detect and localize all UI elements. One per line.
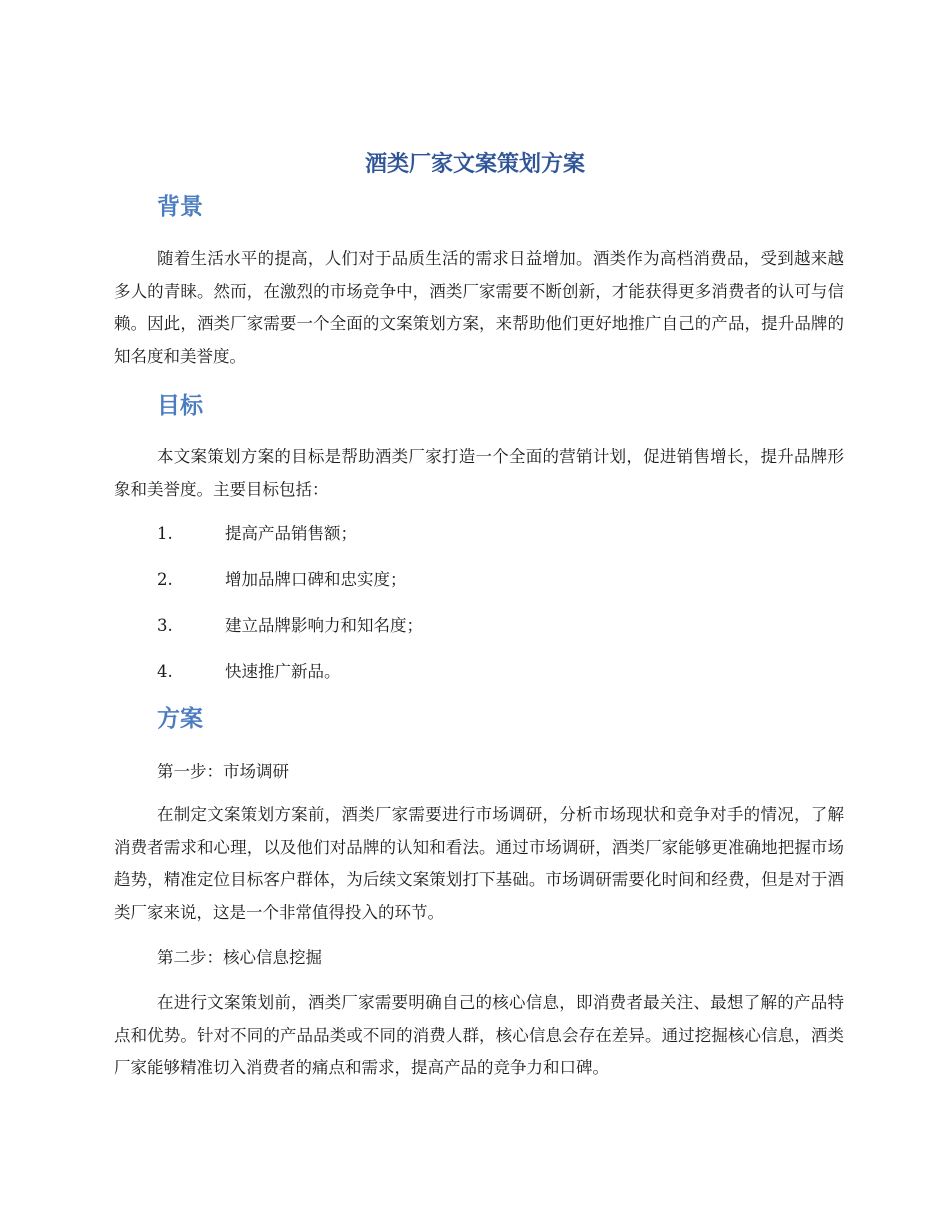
document-title: 酒类厂家文案策划方案 [364, 152, 585, 177]
list-item-number: 4. [157, 662, 173, 681]
step2-paragraph: 在进行文案策划前，酒类厂家需要明确自己的核心信息，即消费者最关注、最想了解的产品特点和优势。针对不同的产品品类或不同的消费人群，核心信息会存在差异。通过挖掘核心信息，酒类厂家能够精准切入消费者的痛点和需求，提高产品的竞争力和口碑。 [114, 993, 844, 1077]
list-item-text: 快速推广新品。 [225, 662, 341, 681]
section-heading-goals: 目标 [157, 393, 203, 419]
list-item [157, 656, 423, 702]
step1-paragraph: 在制定文案策划方案前，酒类厂家需要进行市场调研，分析市场现状和竞争对手的情况，了解消费者需求和心理，以及他们对品牌的认知和看法。通过市场调研，酒类厂家能够更准确地把握市场趋势，精准定位目标客户群体，为后续文案策划打下基础。市场调研需要化时间和经费，但是对于酒类厂家来说，这是一个非常值得投入的环节。 [114, 805, 844, 922]
list-item-number: 2. [157, 570, 173, 589]
goals-list [157, 518, 423, 702]
goals-paragraph: 本文案策划方案的目标是帮助酒类厂家打造一个全面的营销计划，促进销售增长，提升品牌形象和美誉度。主要目标包括： [114, 447, 844, 499]
step1-title: 第一步：市场调研 [157, 762, 289, 781]
background-paragraph: 随着生活水平的提高，人们对于品质生活的需求日益增加。酒类作为高档消费品，受到越来越多人的青睐。然而，在激烈的市场竞争中，酒类厂家需要不断创新，才能获得更多消费者的认可与信赖。因此，酒类厂家需要一个全面的文案策划方案，来帮助他们更好地推广自己的产品，提升品牌的知名度和美誉度。 [114, 249, 844, 366]
list-item-number: 1. [157, 524, 173, 543]
list-item [157, 564, 423, 610]
list-item [157, 518, 423, 564]
list-item-text: 增加品牌口碑和忠实度； [225, 570, 407, 589]
list-item-text: 提高产品销售额； [225, 524, 357, 543]
step2-title: 第二步：核心信息挖掘 [157, 948, 322, 967]
list-item-number: 3. [157, 616, 173, 635]
list-item [157, 610, 423, 656]
section-heading-background: 背景 [157, 194, 203, 220]
section-heading-plan: 方案 [157, 706, 203, 732]
list-item-text: 建立品牌影响力和知名度； [225, 616, 423, 635]
